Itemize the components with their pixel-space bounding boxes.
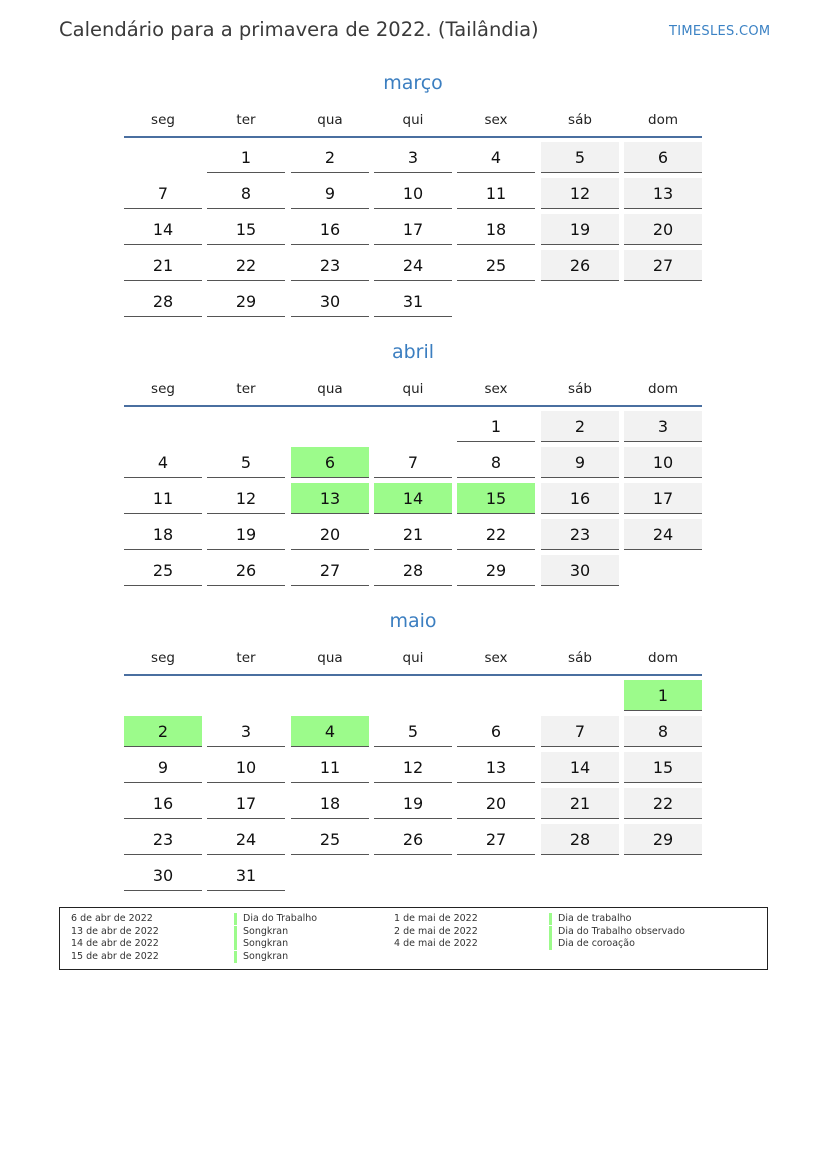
legend-holiday-name: Songkran [234, 938, 288, 950]
day-cell: 29 [207, 286, 285, 317]
day-cell: 3 [624, 411, 702, 442]
holiday-legend [59, 907, 768, 970]
day-cell: 26 [374, 824, 452, 855]
weekday-header [124, 650, 702, 670]
weekday-label: sex [484, 112, 508, 128]
legend-date: 13 de abr de 2022 [71, 925, 159, 937]
weekday-label: sex [484, 650, 508, 666]
legend-date: 14 de abr de 2022 [71, 938, 159, 950]
day-cell: 14 [374, 483, 452, 514]
day-cell: 5 [207, 447, 285, 478]
day-cell: 1 [457, 411, 535, 442]
weekday-label: qui [402, 381, 424, 397]
day-cell: 17 [207, 788, 285, 819]
weekday-label: seg [151, 381, 175, 397]
day-cell: 15 [207, 214, 285, 245]
page-title: Calendário para a primavera de 2022. (Tailândia) [59, 18, 539, 41]
day-cell: 19 [207, 519, 285, 550]
day-cell: 16 [541, 483, 619, 514]
day-cell: 1 [624, 680, 702, 711]
day-cell: 16 [291, 214, 369, 245]
legend-holiday-name: Dia de coroação [549, 938, 635, 950]
weekday-label: qua [317, 112, 343, 128]
day-cell: 26 [541, 250, 619, 281]
day-cell: 23 [541, 519, 619, 550]
day-cell: 24 [624, 519, 702, 550]
weekday-label: ter [236, 381, 256, 397]
day-cell: 20 [291, 519, 369, 550]
day-cell: 21 [374, 519, 452, 550]
day-cell: 10 [207, 752, 285, 783]
day-cell: 7 [374, 447, 452, 478]
day-cell: 3 [207, 716, 285, 747]
day-cell: 6 [624, 142, 702, 173]
weekday-header [124, 112, 702, 132]
day-cell: 13 [291, 483, 369, 514]
weekday-label: sáb [568, 112, 592, 128]
day-cell: 6 [291, 447, 369, 478]
day-cell: 15 [457, 483, 535, 514]
legend-date: 2 de mai de 2022 [394, 925, 478, 937]
day-cell: 17 [374, 214, 452, 245]
day-cell: 19 [541, 214, 619, 245]
legend-holiday-name: Dia do Trabalho observado [549, 926, 685, 938]
day-cell: 14 [541, 752, 619, 783]
day-cell: 10 [624, 447, 702, 478]
day-cell: 20 [457, 788, 535, 819]
day-cell: 24 [207, 824, 285, 855]
day-cell: 24 [374, 250, 452, 281]
day-cell: 16 [124, 788, 202, 819]
day-cell: 5 [541, 142, 619, 173]
day-cell: 2 [124, 716, 202, 747]
legend-holiday-name: Songkran [234, 951, 288, 963]
day-cell: 10 [374, 178, 452, 209]
weekday-label: dom [648, 650, 678, 666]
day-cell: 20 [624, 214, 702, 245]
day-cell: 4 [291, 716, 369, 747]
day-cell: 22 [457, 519, 535, 550]
day-cell: 28 [374, 555, 452, 586]
day-cell: 29 [624, 824, 702, 855]
day-cell: 27 [291, 555, 369, 586]
day-cell: 21 [541, 788, 619, 819]
day-cell: 15 [624, 752, 702, 783]
weekday-label: sex [484, 381, 508, 397]
brand-link[interactable]: TIMESLES.COM [669, 24, 771, 39]
day-cell: 18 [124, 519, 202, 550]
weekday-label: qua [317, 650, 343, 666]
weekday-label: sáb [568, 381, 592, 397]
day-cell: 25 [457, 250, 535, 281]
day-cell: 13 [624, 178, 702, 209]
legend-holiday-name: Dia de trabalho [549, 913, 631, 925]
weekday-label: qua [317, 381, 343, 397]
day-cell: 31 [207, 860, 285, 891]
day-cell: 25 [124, 555, 202, 586]
weekday-label: ter [236, 650, 256, 666]
day-cell: 11 [124, 483, 202, 514]
month-name: março [383, 72, 443, 94]
legend-date: 1 de mai de 2022 [394, 913, 478, 924]
day-cell: 11 [457, 178, 535, 209]
day-cell: 4 [124, 447, 202, 478]
weekday-label: dom [648, 381, 678, 397]
day-cell: 7 [541, 716, 619, 747]
weekday-label: ter [236, 112, 256, 128]
day-cell: 22 [624, 788, 702, 819]
day-cell: 6 [457, 716, 535, 747]
day-cell: 29 [457, 555, 535, 586]
day-cell: 11 [291, 752, 369, 783]
day-cell: 5 [374, 716, 452, 747]
legend-date: 6 de abr de 2022 [71, 913, 153, 924]
day-cell: 9 [124, 752, 202, 783]
legend-date: 4 de mai de 2022 [394, 938, 478, 950]
day-cell: 2 [291, 142, 369, 173]
weekday-label: qui [402, 112, 424, 128]
day-cell: 28 [541, 824, 619, 855]
day-cell: 22 [207, 250, 285, 281]
day-cell: 9 [291, 178, 369, 209]
weekday-label: seg [151, 112, 175, 128]
weekday-header [124, 381, 702, 401]
day-cell: 4 [457, 142, 535, 173]
day-cell: 12 [374, 752, 452, 783]
day-cell: 30 [124, 860, 202, 891]
day-cell: 2 [541, 411, 619, 442]
month-name: abril [391, 341, 435, 363]
header-divider [124, 405, 702, 407]
day-cell: 12 [541, 178, 619, 209]
weekday-label: dom [648, 112, 678, 128]
legend-holiday-name: Songkran [234, 926, 288, 938]
header-divider [124, 136, 702, 138]
day-cell: 18 [457, 214, 535, 245]
weekday-label: qui [402, 650, 424, 666]
weekday-label: sáb [568, 650, 592, 666]
day-cell: 7 [124, 178, 202, 209]
month-name: maio [389, 610, 437, 632]
header-divider [124, 674, 702, 676]
day-cell: 27 [624, 250, 702, 281]
day-cell: 8 [457, 447, 535, 478]
day-cell: 23 [291, 250, 369, 281]
legend-holiday-name: Dia do Trabalho [234, 913, 317, 925]
day-cell: 8 [207, 178, 285, 209]
day-cell: 25 [291, 824, 369, 855]
day-cell: 17 [624, 483, 702, 514]
day-cell: 31 [374, 286, 452, 317]
day-cell: 14 [124, 214, 202, 245]
day-cell: 18 [291, 788, 369, 819]
day-cell: 13 [457, 752, 535, 783]
day-cell: 30 [291, 286, 369, 317]
day-cell: 28 [124, 286, 202, 317]
day-cell: 30 [541, 555, 619, 586]
day-cell: 8 [624, 716, 702, 747]
day-cell: 27 [457, 824, 535, 855]
day-cell: 9 [541, 447, 619, 478]
day-cell: 26 [207, 555, 285, 586]
day-cell: 21 [124, 250, 202, 281]
day-cell: 19 [374, 788, 452, 819]
day-cell: 3 [374, 142, 452, 173]
legend-date: 15 de abr de 2022 [71, 951, 159, 963]
weekday-label: seg [151, 650, 175, 666]
day-cell: 12 [207, 483, 285, 514]
day-cell: 23 [124, 824, 202, 855]
day-cell: 1 [207, 142, 285, 173]
